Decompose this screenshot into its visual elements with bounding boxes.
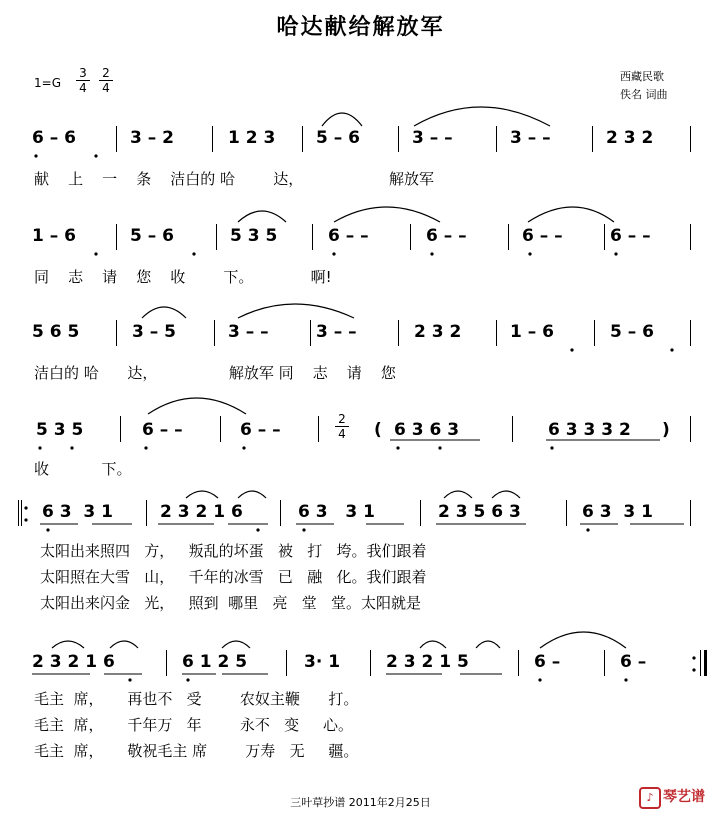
note: 3 – –	[316, 322, 357, 342]
note: 6 3 3 3 2	[548, 420, 631, 440]
note: 3 – 2	[130, 128, 174, 148]
lyric-verse-2b: 毛主 席， 千年万 年 永不 变 心。	[34, 716, 353, 734]
note: 3· 1	[304, 652, 341, 672]
note: 6 – –	[426, 226, 467, 246]
author-credit: 佚名 词曲	[620, 88, 668, 101]
note: 1 – 6	[32, 226, 76, 246]
note: 1 2 3	[228, 128, 276, 148]
note: 5 – 6	[130, 226, 174, 246]
note: 6 3 3 1	[42, 502, 113, 522]
lyric-verse-1a: 太阳出来照四 方， 叛乱的坏蛋 被 打 垮。我们跟着	[40, 542, 427, 560]
lyric-verse-1b: 毛主 席， 再也不 受 农奴主鞭 打。	[34, 690, 359, 708]
note: 2 3 5 6 3	[438, 502, 521, 522]
note: 6 – –	[328, 226, 369, 246]
note: 3 – –	[228, 322, 269, 342]
note: 6 3 6 3	[394, 420, 460, 440]
lyric-line-2: 同 志 请 您 收 下。 啊!	[34, 268, 332, 286]
key-signature: 1=G	[34, 76, 61, 90]
note: 1 – 6	[510, 322, 554, 342]
lyric-line-4: 收 下。	[34, 460, 132, 478]
note: 2 3 2	[414, 322, 462, 342]
note: 6 1 2 5	[182, 652, 248, 672]
time-signature-change: 2 4	[335, 412, 349, 441]
note: 3 – –	[412, 128, 453, 148]
note: 5 – 6	[610, 322, 654, 342]
note: 5 3 5	[36, 420, 84, 440]
note: 5 – 6	[316, 128, 360, 148]
note: 6 3 3 1	[582, 502, 653, 522]
note: 6 3 3 1	[298, 502, 375, 522]
note: 3 – –	[510, 128, 551, 148]
note: )	[662, 420, 670, 440]
lyric-line-1: 献 上 一 条 洁白的 哈 达， 解放军	[34, 170, 435, 188]
note: 6 – –	[522, 226, 563, 246]
song-title: 哈达献给解放军	[276, 15, 445, 40]
note: (	[374, 420, 382, 440]
logo-text: 琴艺谱	[663, 789, 705, 805]
time-signature-3-4: 3 4	[76, 66, 90, 95]
note: 6 –	[620, 652, 647, 672]
note: 5 6 5	[32, 322, 80, 342]
note: 6 – –	[610, 226, 651, 246]
note: 2 3 2	[606, 128, 654, 148]
note: 6 – –	[240, 420, 281, 440]
lyric-line-3: 洁白的 哈 达， 解放军 同 志 请 您	[34, 364, 396, 382]
note: 6 – –	[142, 420, 183, 440]
note: 6 – 6	[32, 128, 76, 148]
note: 2 3 2 1 6	[32, 652, 115, 672]
note: 3 – 5	[132, 322, 176, 342]
lyric-verse-3a: 太阳出来闪金 光， 照到 哪里 亮 堂 堂。太阳就是	[40, 594, 422, 612]
lyric-verse-3b: 毛主 席， 敬祝毛主 席 万寿 无 疆。	[34, 742, 359, 760]
note: 5 3 5	[230, 226, 278, 246]
music-logo-icon: ♪	[639, 787, 661, 809]
note: 6 –	[534, 652, 561, 672]
note: 2 3 2 1 5	[386, 652, 469, 672]
note: 2 3 2 1 6	[160, 502, 243, 522]
lyric-verse-2a: 太阳照在大雪 山， 千年的冰雪 已 融 化。我们跟着	[40, 568, 427, 586]
source-credit: 西藏民歌	[620, 70, 664, 83]
footer-credit: 三叶草抄谱 2011年2月25日	[290, 796, 431, 809]
site-logo[interactable]	[639, 786, 705, 809]
time-signature-2-4: 2 4	[99, 66, 113, 95]
